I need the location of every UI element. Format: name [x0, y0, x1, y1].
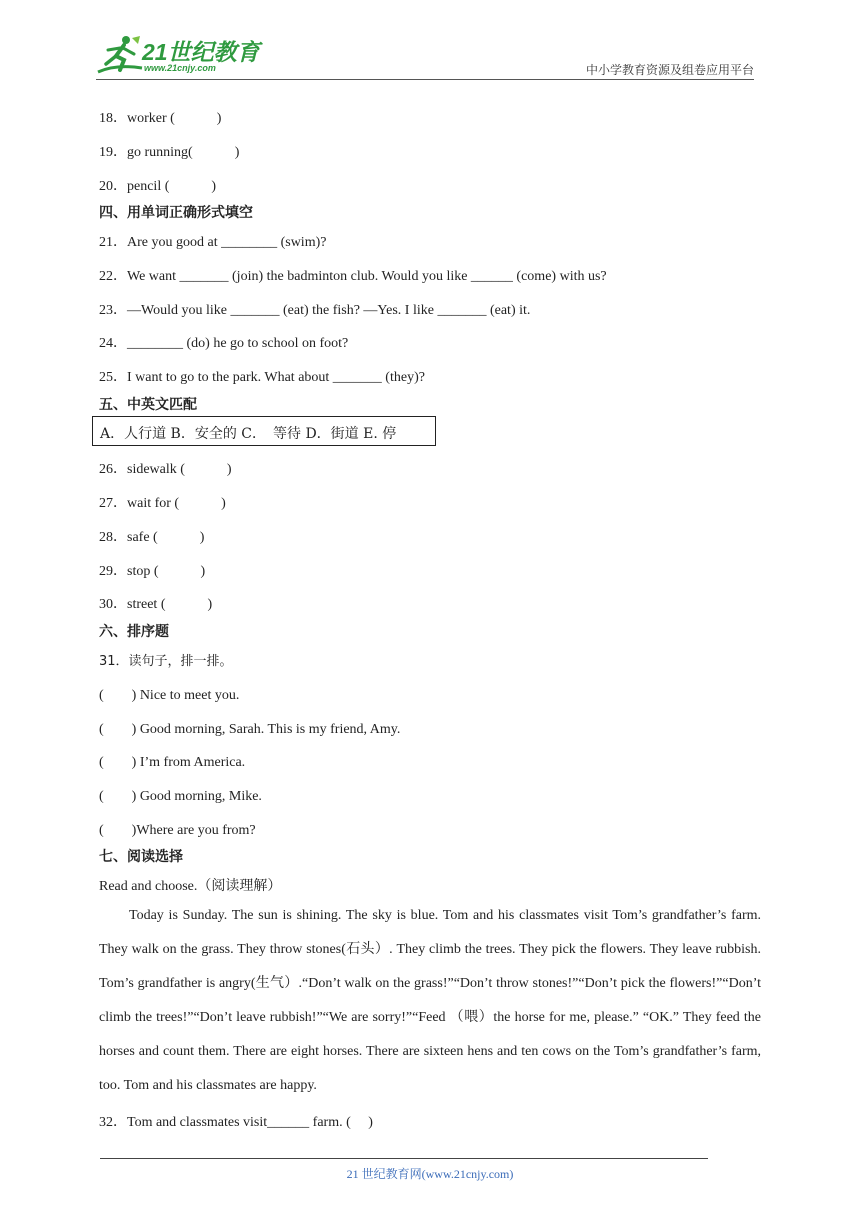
order-item-5: ( )Where are you from? [99, 823, 256, 838]
question-25: 25．I want to go to the park. What about _______ (they)? [99, 370, 425, 385]
question-26: 26．sidewalk ( ) [99, 462, 232, 477]
options-box [92, 416, 436, 446]
section-7-title: 七、阅读选择 [99, 849, 183, 865]
question-30: 30．street ( ) [99, 597, 213, 612]
platform-name: 中小学教育资源及组卷应用平台 [585, 63, 754, 77]
header-divider [96, 79, 754, 80]
section-6-title: 六、排序题 [99, 624, 169, 640]
section-4-title: 四、用单词正确形式填空 [99, 205, 253, 221]
footer-divider [100, 1158, 708, 1159]
question-28: 28．safe ( ) [99, 530, 205, 545]
reading-instruction: Read and choose.（阅读理解） [99, 879, 282, 894]
runner-logo-icon [96, 34, 144, 78]
order-item-3: ( ) I’m from America. [99, 755, 246, 770]
options-text: A．人行道 B．安全的 C． 等待 D．街道 E. 停 [100, 426, 397, 442]
question-27: 27．wait for ( ) [99, 496, 226, 511]
passage-text: Today is Sunday. The sun is shining. The sky is blue. Tom and his classmates visit Tom’s grandfather’s farm. They walk on the grass. They throw stones(石头）. They climb the trees. They pick the flowers. They leave rubbish. Tom’s grandfather is angry(生气）.“Don’t walk on the grass!”“Don’t throw stones!”“Don’t pick the flowers!”“Don’t climb the trees!”“Don’t leave rubbish!”“We are sorry!”“Feed （喂）the horse for me, please.” “OK.” They feed the horses and count them. There are eight horses. There are sixteen hens and ten cows on the Tom’s grandfather’s farm, too. Tom and his classmates are happy. [99, 908, 761, 1093]
order-item-1: ( ) Nice to meet you. [99, 688, 240, 703]
order-item-4: ( ) Good morning, Mike. [99, 789, 262, 804]
logo-wordmark: 21世纪教育 [142, 39, 260, 65]
section-5-title: 五、中英文匹配 [99, 397, 197, 413]
reading-passage [99, 899, 761, 1103]
question-23: 23．—Would you like _______ (eat) the fish? —Yes. I like _______ (eat) it. [99, 303, 531, 318]
order-item-2: ( ) Good morning, Sarah. This is my friend, Amy. [99, 722, 401, 737]
question-19: 19．go running( ) [99, 145, 240, 160]
question-18: 18．worker ( ) [99, 111, 222, 126]
question-24: 24．________ (do) he go to school on foot? [99, 336, 349, 351]
question-22: 22．We want _______ (join) the badminton club. Would you like ______ (come) with us? [99, 269, 607, 284]
page-header [0, 0, 860, 82]
question-21: 21．Are you good at ________ (swim)? [99, 235, 327, 250]
logo-url: www.21cnjy.com [144, 63, 216, 73]
question-29: 29．stop ( ) [99, 564, 206, 579]
question-32: 32．Tom and classmates visit______ farm. ( ) [99, 1115, 373, 1130]
footer-text[interactable]: 21 世纪教育网(www.21cnjy.com) [346, 1167, 514, 1181]
question-20: 20．pencil ( ) [99, 179, 217, 194]
question-31-prompt: 31．读句子，排一排。 [99, 654, 233, 669]
site-logo[interactable] [96, 34, 266, 78]
